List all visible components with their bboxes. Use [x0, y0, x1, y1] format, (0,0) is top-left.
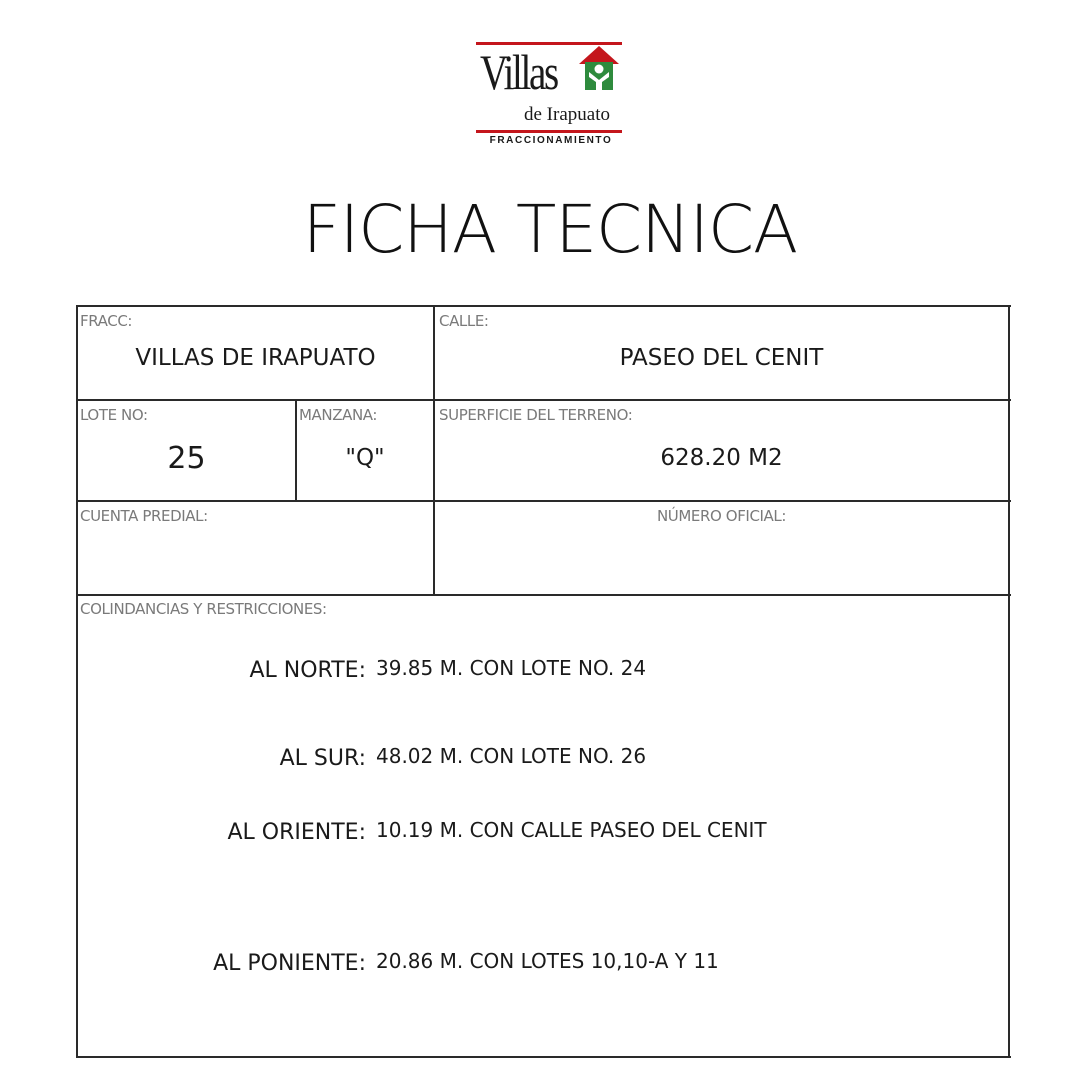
manzana-label: MANZANA:: [299, 406, 378, 424]
numero-oficial-label: NÚMERO OFICIAL:: [656, 507, 787, 525]
logo-subtitle: de Irapuato: [524, 104, 610, 125]
norte-label: AL NORTE:: [249, 658, 366, 683]
lote-label: LOTE NO:: [80, 406, 148, 424]
fracc-value: VILLAS DE IRAPUATO: [135, 345, 376, 371]
table-border-bottom: [76, 1056, 1011, 1058]
oriente-value: 10.19 M. CON CALLE PASEO DEL CENIT: [376, 818, 767, 842]
poniente-label: AL PONIENTE:: [213, 951, 366, 976]
sur-label: AL SUR:: [279, 746, 366, 771]
house-icon: [578, 44, 620, 92]
calle-label: CALLE:: [439, 312, 489, 330]
superficie-value: 628.20 M2: [660, 445, 783, 471]
oriente-label: AL ORIENTE:: [227, 820, 366, 845]
logo-brand-text: Villas: [480, 44, 557, 100]
row-divider-1: [76, 399, 1011, 401]
row-divider-3: [76, 594, 1011, 596]
sur-value: 48.02 M. CON LOTE NO. 26: [376, 744, 647, 768]
spec-sheet-table: [76, 305, 1011, 1058]
calle-value: PASEO DEL CENIT: [619, 345, 824, 371]
table-border-right: [1008, 305, 1010, 1058]
logo-tagline: FRACCIONAMIENTO: [489, 135, 613, 146]
cuenta-predial-label: CUENTA PREDIAL:: [80, 507, 208, 525]
logo-rule-bottom: [476, 130, 622, 133]
poniente-value: 20.86 M. CON LOTES 10,10-A Y 11: [376, 949, 719, 973]
row-divider-2: [76, 500, 1011, 502]
page-title: FICHA TECNICA: [302, 191, 798, 268]
table-border-top: [76, 305, 1011, 307]
brand-logo: [476, 40, 624, 148]
colindancias-label: COLINDANCIAS Y RESTRICCIONES:: [80, 600, 327, 618]
fracc-label: FRACC:: [80, 312, 133, 330]
lote-value: 25: [167, 441, 206, 476]
superficie-label: SUPERFICIE DEL TERRENO:: [439, 406, 633, 424]
norte-value: 39.85 M. CON LOTE NO. 24: [376, 656, 647, 680]
manzana-value: "Q": [345, 445, 385, 471]
